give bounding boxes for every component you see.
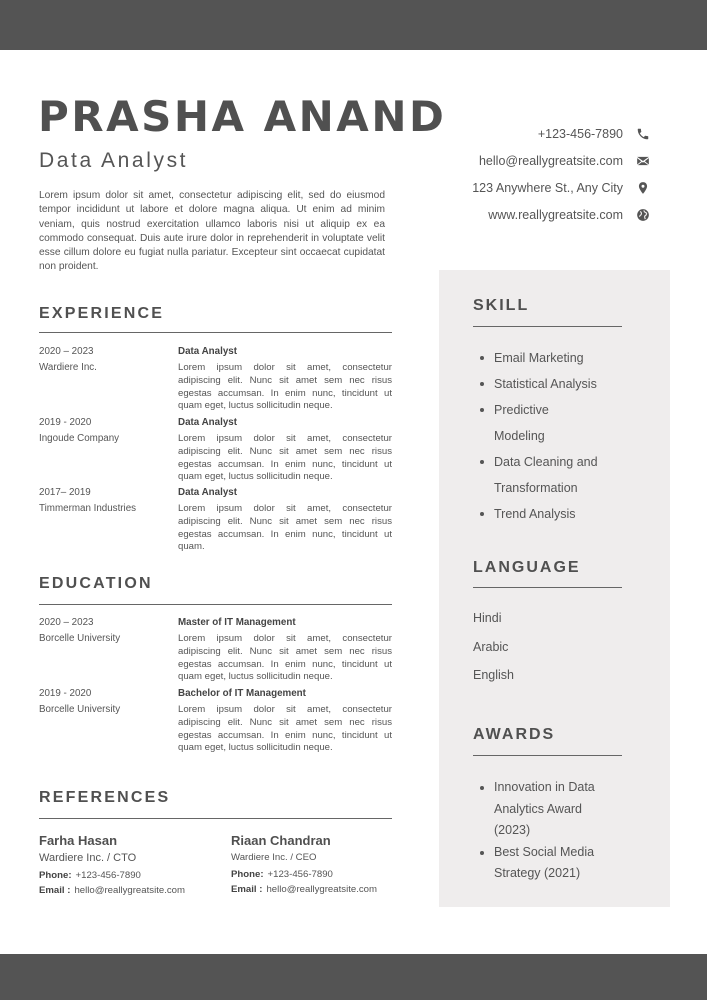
divider: [473, 755, 622, 756]
skill-item: Trend Analysis: [473, 501, 623, 527]
contact-email: [472, 147, 651, 174]
divider: [39, 604, 392, 605]
phone-label: Phone:: [231, 869, 264, 880]
experience-heading: EXPERIENCE: [39, 305, 165, 322]
reference-phone: [39, 870, 185, 881]
entry-org: Ingoude Company: [39, 433, 120, 444]
email-value: hello@reallygreatsite.com: [74, 885, 185, 896]
location-pin-icon: [635, 180, 651, 196]
phone-value: +123-456-7890: [75, 870, 141, 881]
entry-date: 2019 - 2020: [39, 417, 92, 428]
references-heading: REFERENCES: [39, 789, 171, 806]
language-heading: LANGUAGE: [473, 559, 581, 576]
entry-description: Lorem ipsum dolor sit amet, consectetur adipiscing elit. Nunc sit amet sem nec risus egestas accumsan. In enim nunc, tincidunt ut quam eget, luctus sollicitudin neque.: [178, 704, 392, 754]
entry-role: Master of IT Management: [178, 617, 296, 628]
skill-item: Data Cleaning and Transformation: [473, 449, 619, 501]
phone-value: +123-456-7890: [267, 869, 333, 880]
contact-website: [472, 201, 651, 228]
reference-name: Farha Hasan: [39, 833, 118, 848]
entry-org: Wardiere Inc.: [39, 362, 97, 373]
entry-date: 2019 - 2020: [39, 688, 92, 699]
email-value: hello@reallygreatsite.com: [266, 884, 377, 895]
entry-description: Lorem ipsum dolor sit amet, consectetur adipiscing elit. Nunc sit amet sem nec risus egestas accumsan. In enim nunc, tincidunt ut quam eget, luctus sollicitudin neque.: [178, 362, 392, 412]
skill-item: Email Marketing: [473, 345, 623, 371]
email-label: Email :: [231, 884, 263, 895]
language-item: Hindi: [473, 611, 502, 625]
reference-email: [231, 884, 377, 895]
website-text: www.reallygreatsite.com: [488, 207, 623, 222]
entry-description: Lorem ipsum dolor sit amet, consectetur adipiscing elit. Nunc sit amet sem nec risus egestas accumsan. In enim nunc, tincidunt ut quam eget, luctus sollicitudin neque.: [178, 433, 392, 483]
reference-card: [231, 834, 377, 895]
reference-email: [39, 885, 185, 896]
profile-summary: Lorem ipsum dolor sit amet, consectetur adipiscing elit, sed do eiusmod tempor incididunt ut labore et dolore magna aliqua. Ut enim ad minim veniam, quis nostrud exercitation ullamco laboris nisi ut aliquip ex ea commodo consequat. Duis aute irure dolor in reprehenderit in voluptate velit esse cillum dolore eu fugiat nulla pariatur. Excepteur sint occaecat cupidatat non proident.: [39, 190, 385, 273]
entry-org: Timmerman Industries: [39, 503, 137, 514]
reference-phone: [231, 869, 377, 880]
candidate-name: PRASHA ANAND: [38, 92, 447, 141]
entry-role: Bachelor of IT Management: [178, 688, 306, 699]
skill-list: [473, 345, 623, 527]
language-item: Arabic: [473, 640, 509, 654]
phone-icon: [635, 126, 651, 142]
entry-role: Data Analyst: [178, 417, 237, 428]
reference-position: Wardiere Inc. / CTO: [39, 852, 137, 864]
award-item: Innovation in Data Analytics Award (2023): [473, 777, 618, 842]
entry-org: Borcelle University: [39, 704, 121, 715]
divider: [39, 332, 392, 333]
job-title: Data Analyst: [39, 149, 189, 172]
award-item: Best Social Media Strategy (2021): [473, 842, 618, 885]
phone-label: Phone:: [39, 870, 72, 881]
address-text: 123 Anywhere St., Any City: [472, 180, 623, 195]
entry-date: 2020 – 2023: [39, 346, 94, 357]
bottom-bar: [0, 954, 707, 1000]
top-bar: [0, 0, 707, 50]
globe-icon: [635, 207, 651, 223]
awards-heading: AWARDS: [473, 726, 556, 743]
divider: [39, 818, 392, 819]
education-heading: EDUCATION: [39, 575, 153, 592]
awards-list: [473, 777, 618, 885]
phone-text: +123-456-7890: [537, 126, 623, 141]
contact-list: [472, 120, 651, 228]
entry-org: Borcelle University: [39, 633, 121, 644]
language-item: English: [473, 668, 514, 682]
entry-date: 2017– 2019: [39, 487, 91, 498]
reference-name: Riaan Chandran: [231, 833, 331, 848]
entry-role: Data Analyst: [178, 487, 237, 498]
email-label: Email :: [39, 885, 71, 896]
skill-heading: SKILL: [473, 297, 530, 314]
reference-card: [39, 834, 185, 896]
reference-position: Wardiere Inc. / CEO: [231, 852, 317, 863]
contact-phone: [472, 120, 651, 147]
contact-address: [472, 174, 651, 201]
mail-icon: [635, 153, 651, 169]
entry-date: 2020 – 2023: [39, 617, 94, 628]
skill-item: Statistical Analysis: [473, 371, 623, 397]
email-text: hello@reallygreatsite.com: [478, 153, 623, 168]
entry-description: Lorem ipsum dolor sit amet, consectetur adipiscing elit. Nunc sit amet sem nec risus egestas accumsan. In enim nunc, tincidunt ut quam.: [178, 503, 392, 553]
entry-description: Lorem ipsum dolor sit amet, consectetur adipiscing elit. Nunc sit amet sem nec risus egestas accumsan. In enim nunc, tincidunt ut quam eget, luctus sollicitudin neque.: [178, 633, 392, 683]
skill-item: Predictive Modeling: [473, 397, 564, 449]
entry-role: Data Analyst: [178, 346, 237, 357]
divider: [473, 326, 622, 327]
side-panel: [439, 270, 670, 907]
divider: [473, 587, 622, 588]
